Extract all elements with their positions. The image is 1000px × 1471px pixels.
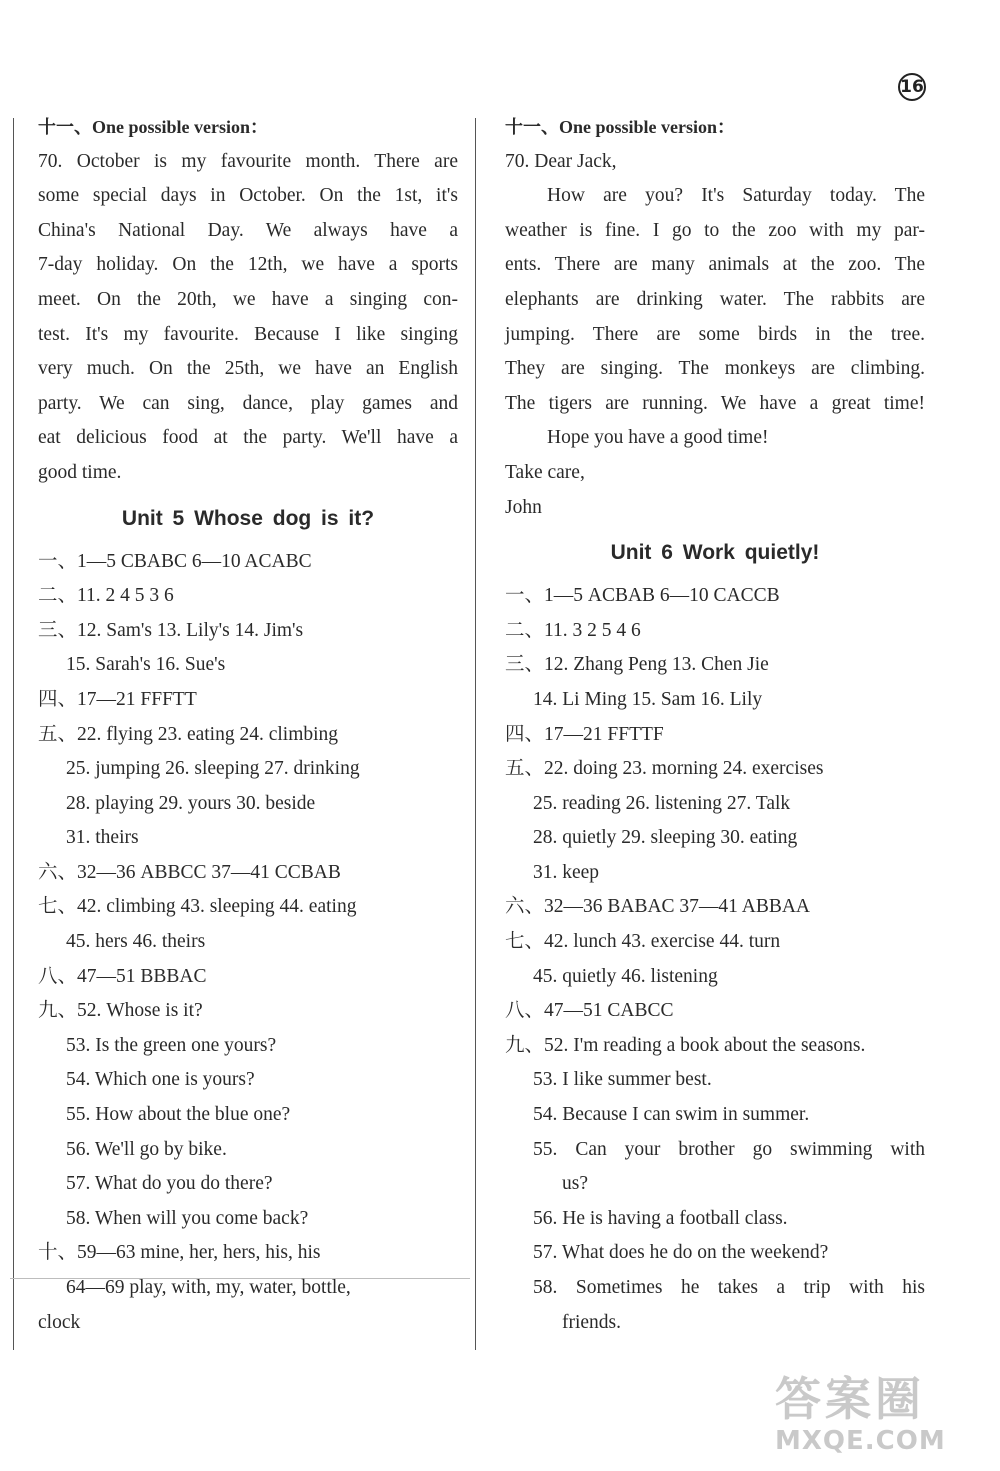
letter-line: elephants are drinking water. The rabbits are [505,288,925,310]
letter-line: ents. There are many animals at the zoo. The [505,254,925,276]
essay-line: meet. On the 20th, we have a singing con- [38,288,458,310]
letter-line: jumping. There are some birds in the tree. [505,323,925,345]
answer-line: 九、52. I'm reading a book about the seasons. [505,1034,866,1056]
answer-line: 五、22. doing 23. morning 24. exercises [505,758,824,780]
unit-title: Unit 5 Whose dog is it? [121,506,375,530]
answer-line: 45. quietly 46. listening [533,965,718,987]
answer-line: 56. We'll go by bike. [66,1138,227,1160]
answer-line: friends. [562,1311,622,1333]
letter-line: How are you? It's Saturday today. The [547,185,925,207]
answer-line: 53. I like summer best. [533,1069,712,1091]
answer-line: 九、52. Whose is it? [38,1000,203,1022]
answer-line: 二、11. 2 4 5 3 6 [38,585,174,607]
left-column [38,110,458,1340]
answer-line: 15. Sarah's 16. Sue's [66,654,226,676]
answer-line: 四、17—21 FFFTT [38,688,197,710]
letter-wish: Hope you have a good time! [547,427,769,449]
answer-line: 二、11. 3 2 5 4 6 [505,619,641,641]
essay-line: party. We can sing, dance, play games and [38,392,458,414]
letter-line: The tigers are running. We have a great time! [505,392,925,414]
answer-line: 六、32—36 ABBCC 37—41 CCBAB [38,861,341,883]
letter-closing: Take care, [505,461,585,483]
answer-line: 一、1—5 CBABC 6—10 ACABC [38,550,312,572]
answer-line: 十、59—63 mine, her, hers, his, his [38,1242,321,1264]
answer-line: 31. keep [533,861,600,883]
answer-line: 55. How about the blue one? [66,1104,291,1126]
answer-line: 28. playing 29. yours 30. beside [66,792,316,814]
essay-line: very much. On the 25th, we have an English [38,358,458,380]
answer-line: 58. Sometimes he takes a trip with his [533,1277,925,1298]
answer-line: 64—69 play, with, my, water, bottle, [66,1277,351,1298]
essay-line: some special days in October. On the 1st, it's [38,185,458,207]
answer-line: 七、42. lunch 43. exercise 44. turn [505,931,781,953]
answer-line: 14. Li Ming 15. Sam 16. Lily [533,688,763,710]
answer-line: clock [38,1311,81,1333]
letter-signature: John [505,496,542,518]
right-column [505,110,925,1340]
answer-line: 一、1—5 ACBAB 6—10 CACCB [505,585,780,607]
letter-line: They are singing. The monkeys are climbing. [505,358,925,380]
watermark-url: MXQE.COM [775,1426,946,1456]
answer-line: 八、47—51 BBBAC [38,965,207,987]
answer-line: 28. quietly 29. sleeping 30. eating [533,827,798,849]
answer-line: 25. jumping 26. sleeping 27. drinking [66,758,360,780]
answer-line: 53. Is the green one yours? [66,1034,277,1056]
answer-line: 31. theirs [66,827,139,849]
column-divider [475,118,476,1350]
essay-line: eat delicious food at the party. We'll have a [38,427,458,449]
answer-line: us? [562,1173,588,1195]
watermark-logo: 答案圈 [775,1372,925,1426]
essay-line: China's National Day. We always have a [38,219,458,241]
essay-heading: 十一、One possible version： [38,117,269,137]
answer-line: 54. Which one is yours? [66,1069,255,1091]
unit-title: Unit 6 Work quietly! [610,541,820,565]
watermark [775,1372,990,1462]
answer-line: 54. Because I can swim in summer. [533,1104,810,1126]
answer-line: 57. What do you do there? [66,1173,273,1195]
essay-heading: 十一、One possible version： [505,117,736,137]
essay-line: 70. October is my favourite month. There are [38,150,458,172]
answer-line: 三、12. Zhang Peng 13. Chen Jie [505,654,769,676]
answer-line: 四、17—21 FFTTF [505,723,664,745]
answer-line: 六、32—36 BABAC 37—41 ABBAA [505,896,810,918]
answer-line: 五、22. flying 23. eating 24. climbing [38,723,339,745]
essay-line: good time. [38,461,122,483]
answer-line: 58. When will you come back? [66,1207,309,1229]
left-margin-rule [13,118,14,1350]
answer-line: 56. He is having a football class. [533,1207,788,1229]
answer-line: 三、12. Sam's 13. Lily's 14. Jim's [38,619,304,641]
answer-line: 45. hers 46. theirs [66,931,206,953]
answer-line: 八、47—51 CABCC [505,1000,674,1022]
letter-greeting: 70. Dear Jack, [505,150,617,172]
essay-line: test. It's my favourite. Because I like singing [38,323,458,345]
letter-line: weather is fine. I go to the zoo with my par- [505,219,925,241]
answer-line: 七、42. climbing 43. sleeping 44. eating [38,896,357,918]
answer-line: 25. reading 26. listening 27. Talk [533,792,791,814]
page-number: 16 [898,73,926,101]
essay-line: 7-day holiday. On the 12th, we have a sports [38,254,458,276]
answer-line: 55. Can your brother go swimming with [533,1138,925,1160]
answer-line: 57. What does he do on the weekend? [533,1242,829,1264]
